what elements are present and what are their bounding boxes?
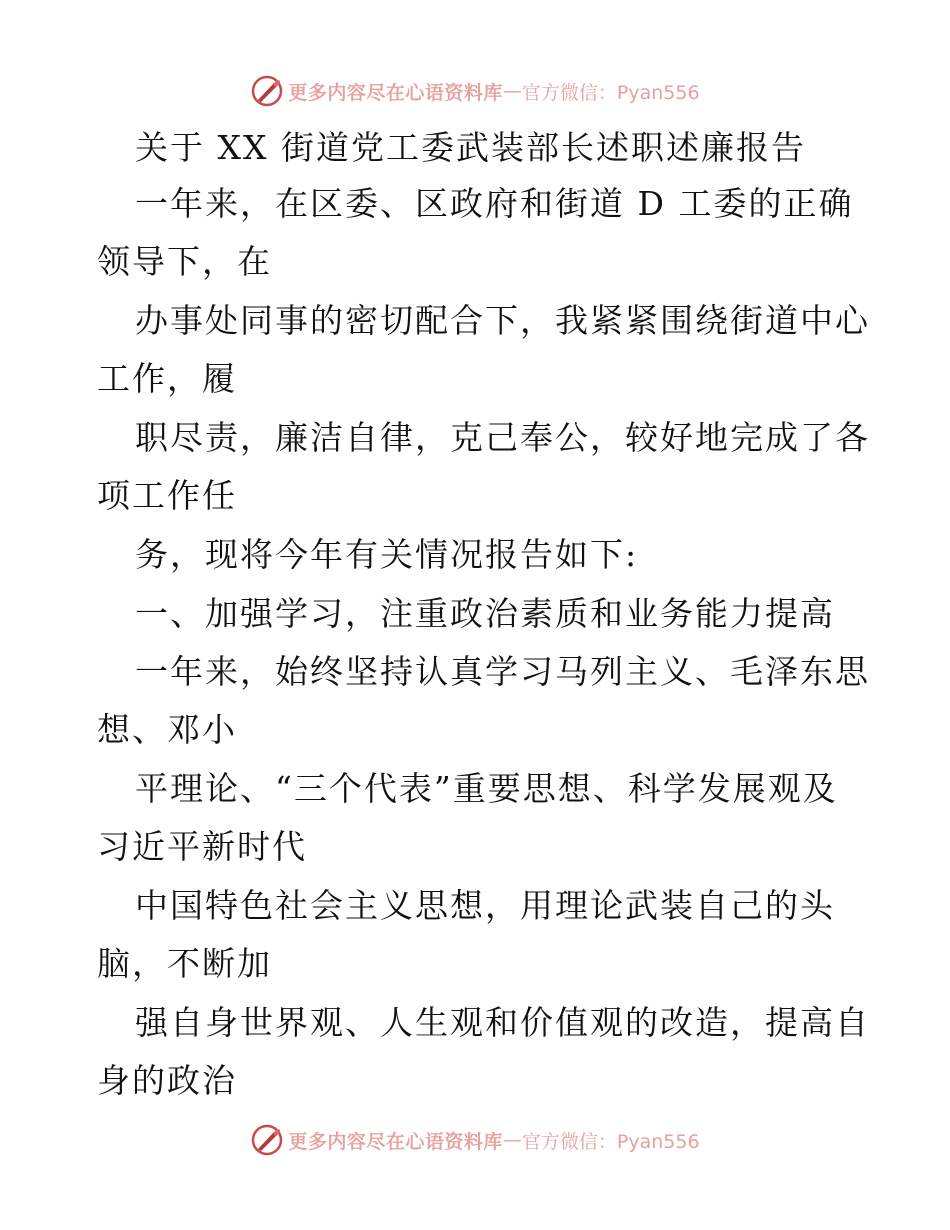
paragraph-line: 领导下，在 — [97, 242, 272, 281]
paragraph-line: 习近平新时代 — [97, 827, 307, 866]
paragraph-line: 工作，履 — [97, 359, 237, 398]
paragraph-line: 脑，不断加 — [97, 944, 272, 983]
header-watermark-banner — [0, 71, 950, 111]
quill-circle-icon — [250, 1123, 284, 1157]
banner-separator: — — [502, 1129, 522, 1151]
paragraph-line: 身的政治 — [97, 1061, 237, 1100]
paragraph-line: 强自身世界观、人生观和价值观的改造，提高自 — [135, 1003, 870, 1042]
paragraph-line: 职尽责，廉洁自律，克己奉公，较好地完成了各 — [135, 418, 870, 457]
paragraph-line: 一年来，始终坚持认真学习马列主义、毛泽东思 — [135, 652, 870, 691]
document-title: 关于 XX 街道党工委武装部长述职述廉报告 — [135, 128, 806, 167]
banner-separator: — — [502, 80, 522, 102]
paragraph-line: 一年来，在区委、区政府和街道 D 工委的正确 — [135, 184, 854, 223]
section-heading: 一、加强学习，注重政治素质和业务能力提高 — [135, 594, 835, 633]
paragraph-line: 务，现将今年有关情况报告如下: — [135, 535, 639, 574]
paragraph-line: 项工作任 — [97, 476, 237, 515]
banner-contact-text: 官方微信：Pyan556 — [521, 1130, 700, 1153]
banner-brand-text: 更多内容尽在心语资料库 — [288, 1130, 503, 1153]
paragraph-line: 平理论、“三个代表”重要思想、科学发展观及 — [135, 769, 838, 808]
banner-contact-text: 官方微信：Pyan556 — [521, 81, 700, 104]
paragraph-line: 办事处同事的密切配合下，我紧紧围绕街道中心 — [135, 301, 870, 340]
quill-circle-icon — [250, 74, 284, 108]
paragraph-line: 想、邓小 — [97, 710, 237, 749]
banner-brand-text: 更多内容尽在心语资料库 — [288, 81, 503, 104]
paragraph-line: 中国特色社会主义思想，用理论武装自己的头 — [135, 886, 835, 925]
footer-watermark-banner — [0, 1120, 950, 1160]
